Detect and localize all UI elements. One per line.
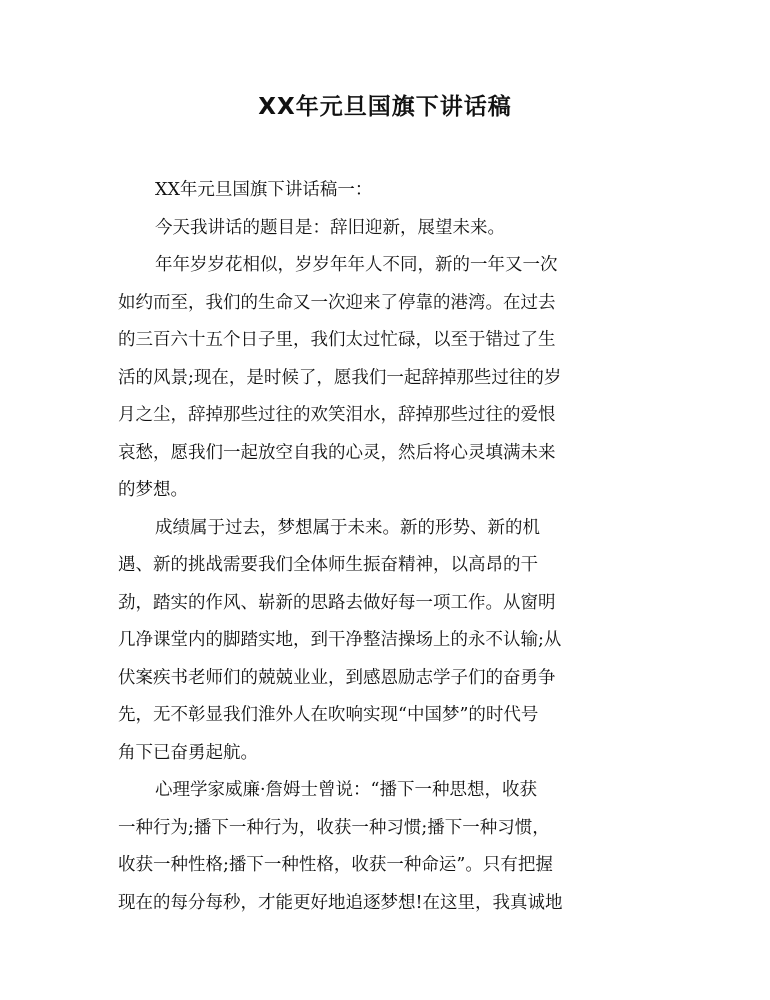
text-line: 的梦想。 [118,480,188,500]
text-line: 几净课堂内的脚踏实地，到干净整洁操场上的永不认输;从 [118,630,562,650]
text-line: 哀愁，愿我们一起放空自我的心灵，然后将心灵填满未来 [118,442,556,463]
text-line: 成绩属于过去，梦想属于未来。新的形势、新的机 [155,517,540,538]
text-line: 现在的每分每秒，才能更好地追逐梦想!在这里，我真诚地 [118,892,563,913]
text-line: 一种行为;播下一种行为，收获一种习惯;播下一种习惯， [118,817,550,838]
text-line: 劲，踏实的作风、崭新的思路去做好每一项工作。从窗明 [118,592,556,613]
text-line: 活的风景;现在，是时候了，愿我们一起辞掉那些过往的岁 [118,367,562,388]
text-line: 月之尘，辞掉那些过往的欢笑泪水，辞掉那些过往的爱恨 [118,405,556,425]
text-line: 遇、新的挑战需要我们全体师生振奋精神，以高昂的干 [118,555,538,575]
text-line: 心理学家威廉·詹姆士曾说：“播下一种思想，收获 [155,780,538,800]
document-body [118,172,658,922]
text-line: 如约而至，我们的生命又一次迎来了停靠的港湾。在过去 [118,292,556,313]
text-line: 先，无不彰显我们淮外人在吹响实现“中国梦”的时代号 [118,705,539,725]
text-line: 年年岁岁花相似，岁岁年年人不同，新的一年又一次 [155,255,558,275]
text-line: 今天我讲话的题目是：辞旧迎新，展望未来。 [155,217,505,238]
text-line: 角下已奋勇起航。 [118,742,258,763]
text-line: 伏案疾书老师们的兢兢业业，到感恩励志学子们的奋勇争 [118,667,556,688]
document-title: XX年元旦国旗下讲话稿 [258,94,512,120]
text-line: 收获一种性格;播下一种性格，收获一种命运”。只有把握 [118,855,553,875]
paragraph-heading: XX年元旦国旗下讲话稿一： [155,180,373,200]
text-line: 的三百六十五个日子里，我们太过忙碌，以至于错过了生 [118,330,556,350]
